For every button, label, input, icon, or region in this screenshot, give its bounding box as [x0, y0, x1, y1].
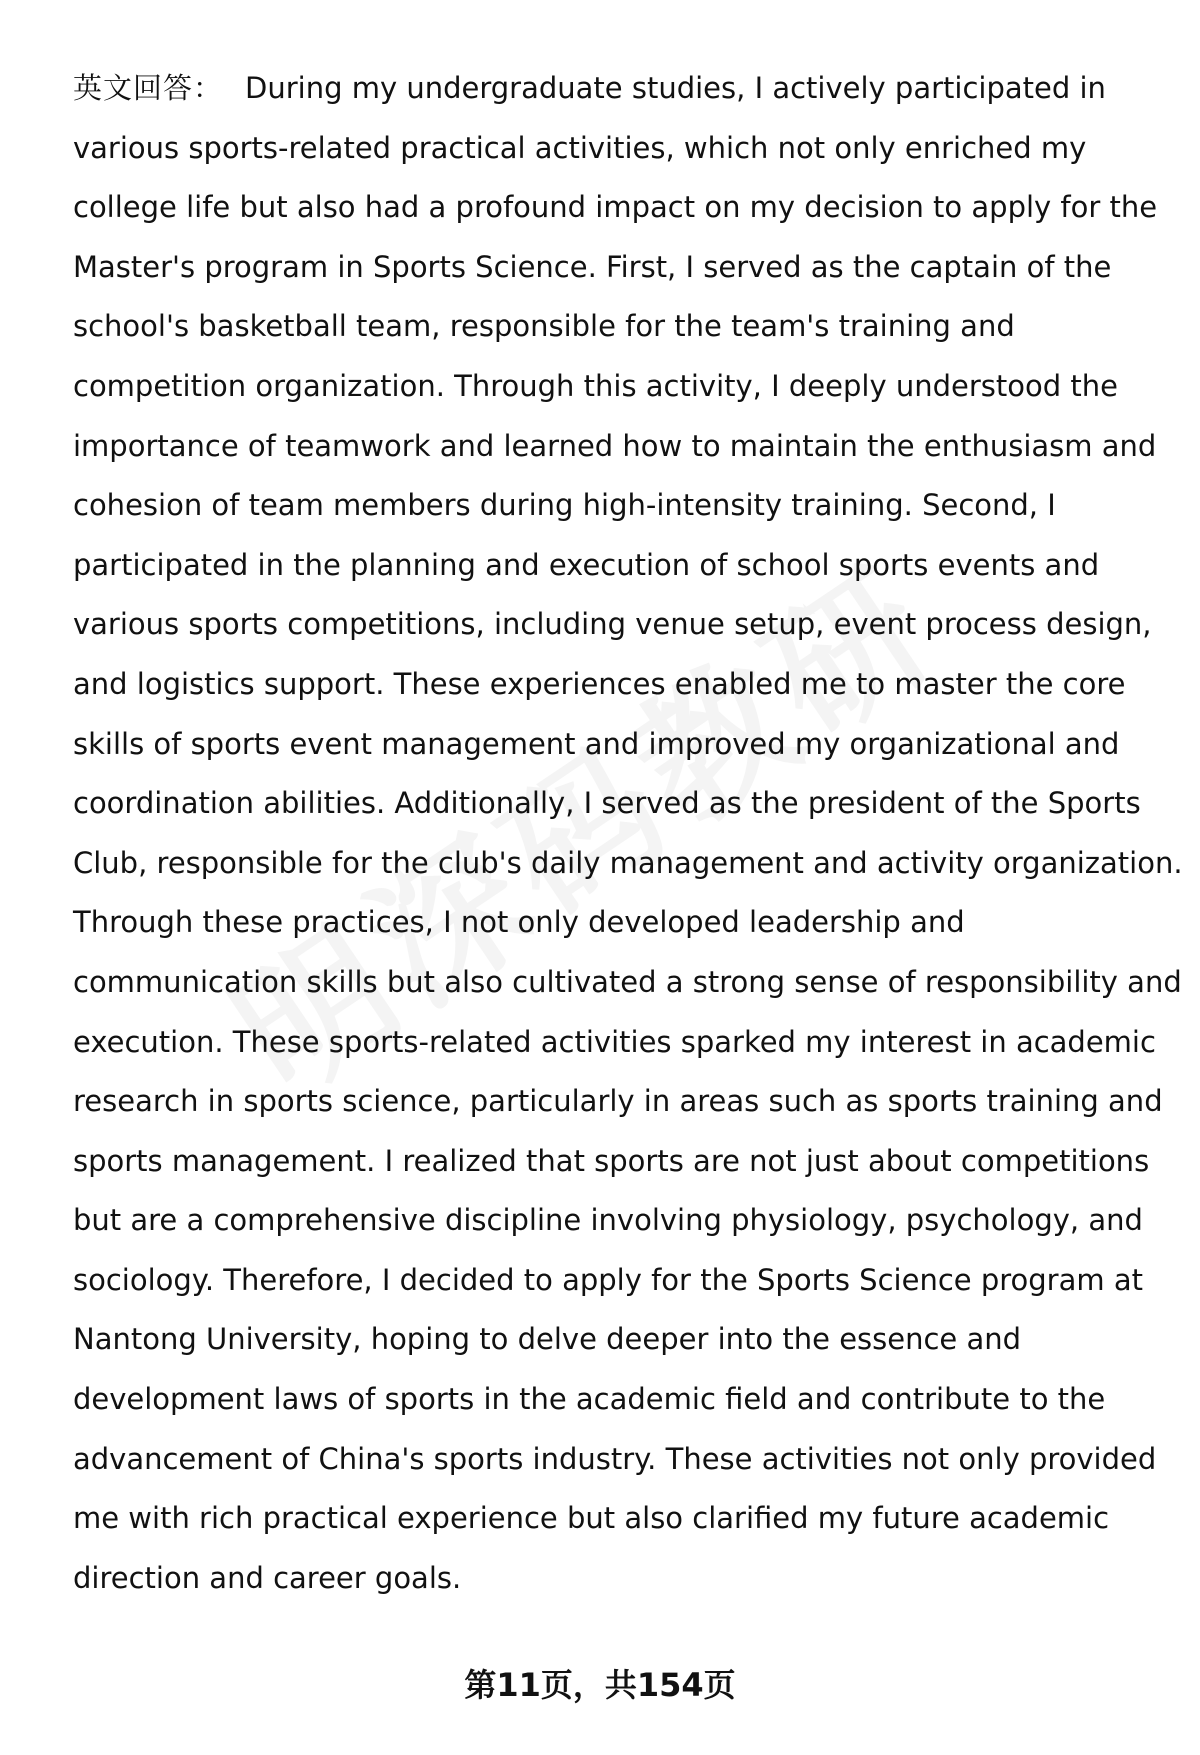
text-line: sports management. I realized that sports are not just about competitions: [73, 1143, 1150, 1178]
text-line: but are a comprehensive discipline involving physiology, psychology, and: [73, 1203, 1143, 1238]
text-line: school's basketball team, responsible for the team's training and: [73, 309, 1015, 344]
text-line: research in sports science, particularly in areas such as sports training and: [73, 1084, 1163, 1119]
text-line: college life but also had a profound impact on my decision to apply for the: [73, 190, 1158, 225]
answer-label: 英文回答：: [73, 71, 224, 105]
text-line: direction and career goals.: [73, 1560, 462, 1595]
text-line: execution. These sports-related activities sparked my interest in academic: [73, 1024, 1156, 1059]
text-line: cohesion of team members during high-intensity training. Second, I: [73, 488, 1056, 523]
text-line: coordination abilities. Additionally, I served as the president of the Sports: [73, 786, 1141, 821]
text-line: sociology. Therefore, I decided to apply for the Sports Science program at: [73, 1262, 1143, 1297]
text-line-content: During my undergraduate studies, I actively participated in: [245, 71, 1106, 105]
text-line: Through these practices, I not only developed leadership and: [73, 905, 965, 940]
text-line: importance of teamwork and learned how to maintain the enthusiasm and: [73, 428, 1157, 463]
text-line: and logistics support. These experiences enabled me to master the core: [73, 666, 1126, 701]
text-line: Nantong University, hoping to delve deeper into the essence and: [73, 1322, 1022, 1357]
text-line: competition organization. Through this activity, I deeply understood the: [73, 368, 1118, 403]
text-line: participated in the planning and execution of school sports events and: [73, 547, 1100, 582]
text-line: various sports competitions, including venue setup, event process design,: [73, 607, 1152, 642]
text-line: communication skills but also cultivated a strong sense of responsibility and: [73, 964, 1182, 999]
text-line: development laws of sports in the academic field and contribute to the: [73, 1382, 1106, 1417]
text-line: skills of sports event management and improved my organizational and: [73, 726, 1120, 761]
text-line: [73, 59, 1173, 119]
text-line: me with rich practical experience but also clarified my future academic: [73, 1501, 1110, 1536]
page-number: 第11页，共154页: [464, 1666, 736, 1704]
text-line: Master's program in Sports Science. First, I served as the captain of the: [73, 249, 1112, 284]
answer-paragraph: [73, 59, 1183, 1608]
text-line: advancement of China's sports industry. These activities not only provided: [73, 1441, 1157, 1476]
text-line: Club, responsible for the club's daily management and activity organization.: [73, 845, 1183, 880]
text-line: various sports-related practical activities, which not only enriched my: [73, 130, 1087, 165]
